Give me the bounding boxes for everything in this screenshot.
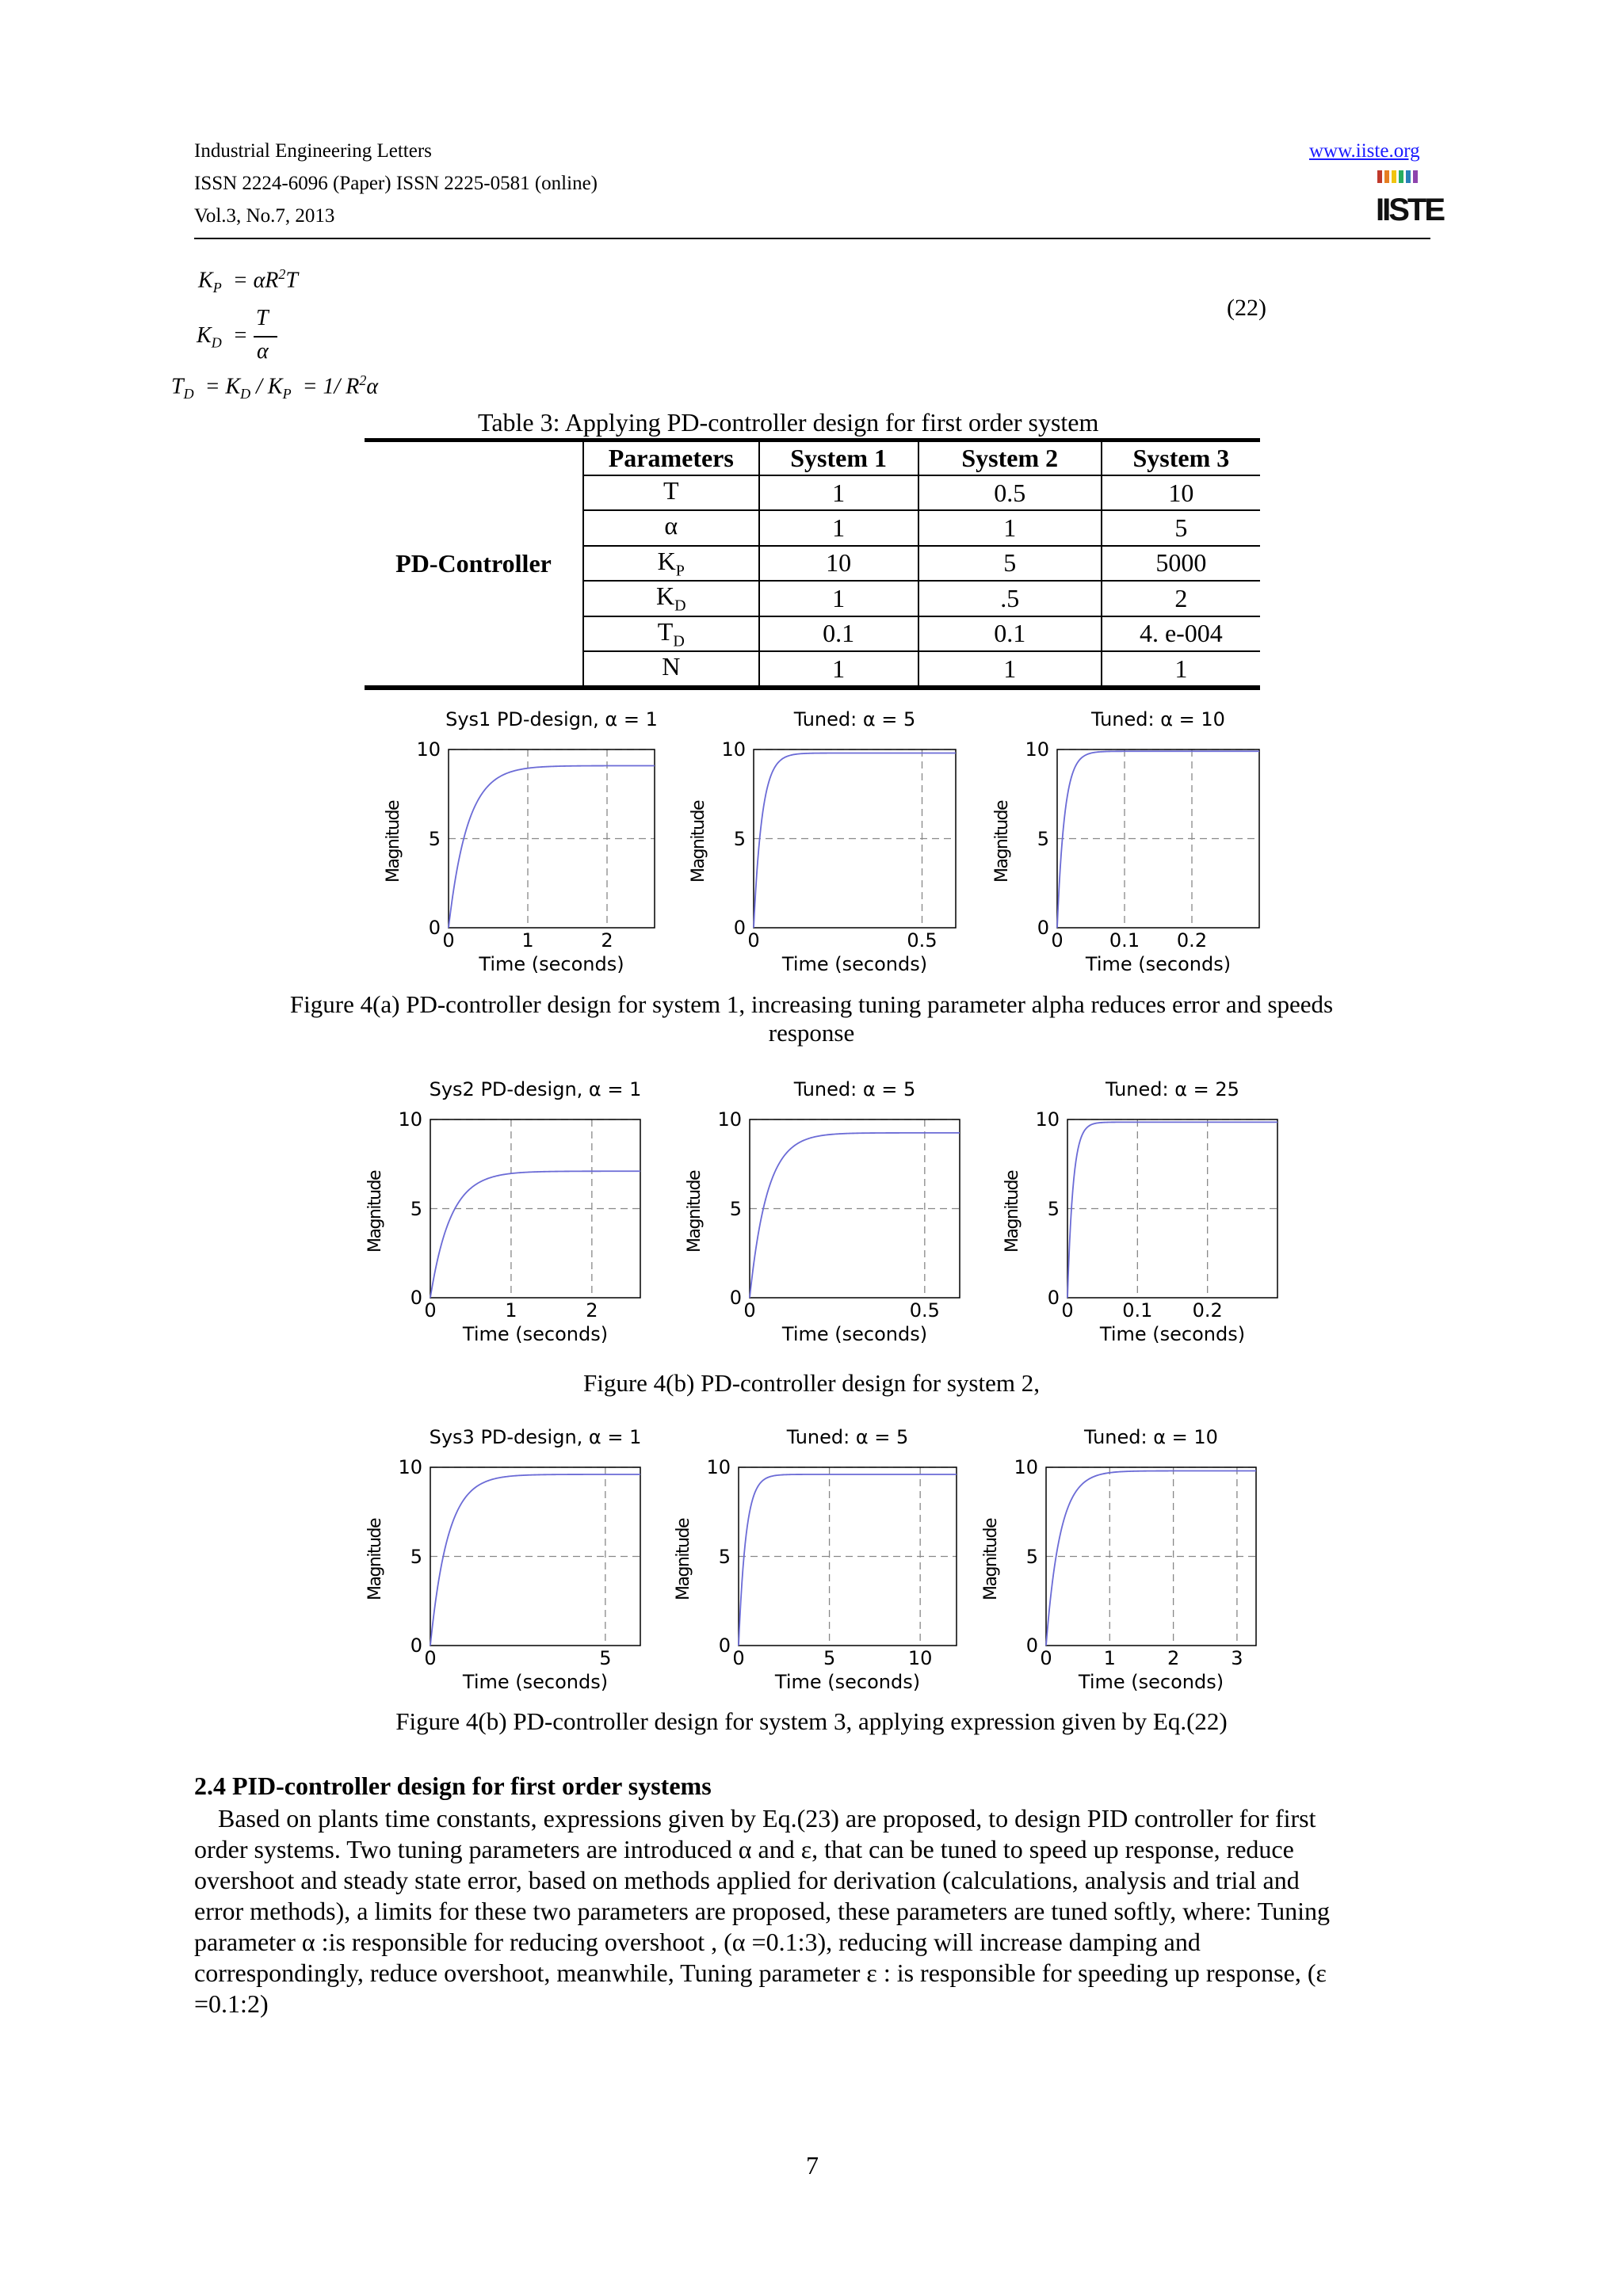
table3-param: α: [583, 510, 759, 545]
y-tick-label: 10: [706, 1456, 731, 1478]
x-tick-label: 10: [907, 1647, 933, 1669]
journal-url-link[interactable]: www.iiste.org: [1309, 140, 1420, 162]
table3: [365, 438, 1260, 690]
paragraph-line: Based on plants time constants, expressions given by Eq.(23) are proposed, to design PID controller for first: [218, 1804, 1316, 1833]
issn-line: ISSN 2224-6096 (Paper) ISSN 2225-0581 (online): [194, 173, 598, 194]
y-tick-label: 0: [718, 1634, 731, 1657]
equation-td: $T_D = K_D / K_P = 1/$ $R^2\alpha$: [171, 372, 379, 402]
fig4b-caption: Figure 4(b) PD-controller design for system 2,: [583, 1369, 1040, 1397]
iiste-logo-icon: [1374, 168, 1444, 227]
table3-header-cell: System 2: [918, 442, 1102, 475]
x-tick-label: 2: [1167, 1647, 1180, 1669]
plot-title: Sys2 PD-design, α = 1: [429, 1078, 642, 1100]
table3-cell: 0.5: [918, 475, 1102, 510]
plot-xlabel: Time (seconds): [479, 953, 624, 975]
fig4a-caption: Figure 4(a) PD-controller design for system 1, increasing tuning parameter alpha reduces error and speeds response: [289, 990, 1334, 1047]
plot-title: Tuned: α = 5: [793, 708, 916, 730]
response-curve: [750, 1133, 960, 1298]
plot-ylabel: Magnitude: [365, 1518, 385, 1600]
x-tick-label: 0.2: [1176, 929, 1208, 952]
plot-title: Tuned: α = 10: [1084, 1426, 1218, 1448]
plot-title: Tuned: α = 5: [793, 1078, 916, 1100]
x-tick-label: 0: [442, 929, 455, 952]
x-tick-label: 3: [1231, 1647, 1243, 1669]
table3-cell: 1: [918, 510, 1102, 545]
equation-number: (22): [1227, 295, 1266, 321]
table3-cell: 5000: [1102, 546, 1260, 581]
table3-cell: 1: [1102, 651, 1260, 685]
table3-param: T: [583, 475, 759, 510]
plot-xlabel: Time (seconds): [781, 1323, 928, 1345]
journal-name: Industrial Engineering Letters: [194, 140, 432, 162]
plot-xlabel: Time (seconds): [462, 1323, 609, 1345]
plot-xlabel: Time (seconds): [1078, 1671, 1224, 1693]
iiste-logo: [1374, 168, 1444, 227]
plot-area: [1067, 1119, 1277, 1298]
table3-cell: 1: [918, 651, 1102, 685]
volume-line: Vol.3, No.7, 2013: [194, 205, 335, 227]
y-tick-label: 5: [729, 1197, 742, 1220]
table3-param: $K_D$: [583, 581, 759, 616]
x-tick-label: 0: [1040, 1647, 1052, 1669]
table3-cell: 0.1: [918, 616, 1102, 651]
equation-kp: $K_P = \alpha R^2T$: [198, 266, 298, 296]
y-tick-label: 10: [717, 1108, 742, 1131]
y-tick-label: 0: [1047, 1287, 1060, 1309]
table3-caption: Table 3: Applying PD-controller design for first order system: [478, 408, 1099, 437]
x-tick-label: 0: [747, 929, 760, 952]
x-tick-label: 0: [732, 1647, 745, 1669]
plot-area: [430, 1467, 640, 1646]
y-tick-label: 0: [729, 1287, 742, 1309]
plot-title: Tuned: α = 10: [1091, 708, 1225, 730]
table3-cell: 1: [759, 651, 918, 685]
x-tick-label: 0.5: [909, 1299, 940, 1322]
table3-param: $K_P$: [583, 546, 759, 581]
paragraph-line: correspondingly, reduce overshoot, meanwhile, Tuning parameter ε : is responsible for speeding up response, (ε: [194, 1958, 1327, 1987]
y-tick-label: 0: [733, 917, 746, 939]
table3-header-cell: Parameters: [583, 442, 759, 475]
paragraph-line: parameter α :is responsible for reducing overshoot , (α =0.1:3), reducing will increase damping and: [194, 1928, 1201, 1956]
y-tick-label: 0: [1037, 917, 1049, 939]
table3-header-cell: System 3: [1102, 442, 1260, 475]
y-tick-label: 0: [428, 917, 441, 939]
y-tick-label: 5: [718, 1545, 731, 1568]
plot-title: Sys1 PD-design, α = 1: [445, 708, 658, 730]
header-rule: [194, 238, 1430, 239]
plot-ylabel: Magnitude: [981, 1518, 1001, 1600]
equation-kd: $K_D$ = T α: [197, 306, 284, 369]
svg-text:IISTE: IISTE: [1376, 193, 1444, 227]
x-tick-label: 0.1: [1122, 1299, 1153, 1322]
x-tick-label: 0.1: [1109, 929, 1140, 952]
response-curve: [739, 1474, 957, 1646]
response-curve: [449, 765, 655, 928]
y-tick-label: 5: [1025, 1545, 1038, 1568]
table3-cell: 1: [759, 475, 918, 510]
table3-cell: 10: [1102, 475, 1260, 510]
y-tick-label: 0: [1025, 1634, 1038, 1657]
y-tick-label: 10: [416, 738, 441, 761]
plot-xlabel: Time (seconds): [462, 1671, 609, 1693]
plot-ylabel: Magnitude: [384, 800, 403, 883]
y-tick-label: 10: [1025, 738, 1049, 761]
x-tick-label: 5: [823, 1647, 836, 1669]
table3-cell: 5: [1102, 510, 1260, 545]
x-tick-label: 0: [1051, 929, 1064, 952]
plot-ylabel: Magnitude: [689, 800, 708, 883]
response-curve: [1046, 1471, 1256, 1646]
y-tick-label: 10: [721, 738, 746, 761]
paragraph-line: overshoot and steady state error, based on methods applied for derivation (calculations, analysis and trial and: [194, 1866, 1300, 1894]
response-curve: [754, 753, 956, 929]
y-tick-label: 10: [1035, 1108, 1060, 1131]
x-tick-label: 1: [521, 929, 534, 952]
x-tick-label: 5: [599, 1647, 612, 1669]
paragraph-line: order systems. Two tuning parameters are introduced α and ε, that can be tuned to speed up response, reduce: [194, 1835, 1294, 1863]
response-curve: [430, 1474, 640, 1646]
table3-param: $T_D$: [583, 616, 759, 651]
table3-row-group-label: PD-Controller: [395, 549, 552, 578]
table3-param: N: [583, 651, 759, 685]
plot-ylabel: Magnitude: [685, 1170, 705, 1253]
plot-area: [750, 1119, 960, 1298]
table3-cell: 1: [759, 581, 918, 616]
table3-cell: 0.1: [759, 616, 918, 651]
response-curve: [430, 1171, 640, 1298]
paragraph-line: =0.1:2): [194, 1989, 269, 2018]
x-tick-label: 0: [1061, 1299, 1074, 1322]
x-tick-label: 0.5: [907, 929, 938, 952]
plot-ylabel: Magnitude: [674, 1518, 693, 1600]
table3-cell: 5: [918, 546, 1102, 581]
x-tick-label: 2: [586, 1299, 598, 1322]
table3-header-cell: System 1: [759, 442, 918, 475]
y-tick-label: 0: [410, 1287, 422, 1309]
plot-xlabel: Time (seconds): [1085, 953, 1232, 975]
table3-cell: 4. e-004: [1102, 616, 1260, 651]
plot-xlabel: Time (seconds): [774, 1671, 921, 1693]
section-paragraph: [194, 1803, 1430, 2019]
plot-ylabel: Magnitude: [365, 1170, 385, 1253]
plot-area: [1057, 749, 1259, 928]
plot-title: Tuned: α = 5: [786, 1426, 909, 1448]
plot-area: [1046, 1467, 1256, 1646]
section-heading: 2.4 PID-controller design for first order systems: [194, 1772, 712, 1800]
y-tick-label: 10: [398, 1456, 422, 1478]
x-tick-label: 0.2: [1192, 1299, 1223, 1322]
y-tick-label: 5: [1047, 1197, 1060, 1220]
y-tick-label: 5: [733, 827, 746, 850]
x-tick-label: 2: [601, 929, 613, 952]
y-tick-label: 10: [398, 1108, 422, 1131]
table3-cell: .5: [918, 581, 1102, 616]
page-number: 7: [806, 2151, 819, 2180]
y-tick-label: 5: [1037, 827, 1049, 850]
x-tick-label: 0: [424, 1647, 437, 1669]
y-tick-label: 10: [1014, 1456, 1038, 1478]
plot-ylabel: Magnitude: [1002, 1170, 1022, 1253]
x-tick-label: 0: [743, 1299, 756, 1322]
response-curve: [1067, 1122, 1277, 1298]
y-tick-label: 5: [428, 827, 441, 850]
paragraph-line: error methods), a limits for these two parameters are proposed, these parameters are tuned softly, where: Tuning: [194, 1897, 1331, 1925]
x-tick-label: 1: [505, 1299, 517, 1322]
plot-title: Sys3 PD-design, α = 1: [429, 1426, 642, 1448]
y-tick-label: 0: [410, 1634, 422, 1657]
plot-title: Tuned: α = 25: [1106, 1078, 1239, 1100]
plot-area: [449, 749, 655, 928]
table3-cell: 2: [1102, 581, 1260, 616]
y-tick-label: 5: [410, 1197, 422, 1220]
x-tick-label: 0: [424, 1299, 437, 1322]
response-curve: [1057, 751, 1259, 928]
x-tick-label: 1: [1103, 1647, 1116, 1669]
plot-area: [430, 1119, 640, 1298]
table3-cell: 10: [759, 546, 918, 581]
plot-area: [754, 749, 956, 928]
y-tick-label: 5: [410, 1545, 422, 1568]
fig4c-caption: Figure 4(b) PD-controller design for system 3, applying expression given by Eq.(22): [395, 1707, 1228, 1735]
plot-ylabel: Magnitude: [992, 800, 1012, 883]
plot-xlabel: Time (seconds): [1099, 1323, 1246, 1345]
plot-xlabel: Time (seconds): [781, 953, 928, 975]
table3-cell: 1: [759, 510, 918, 545]
plot-area: [739, 1467, 957, 1646]
